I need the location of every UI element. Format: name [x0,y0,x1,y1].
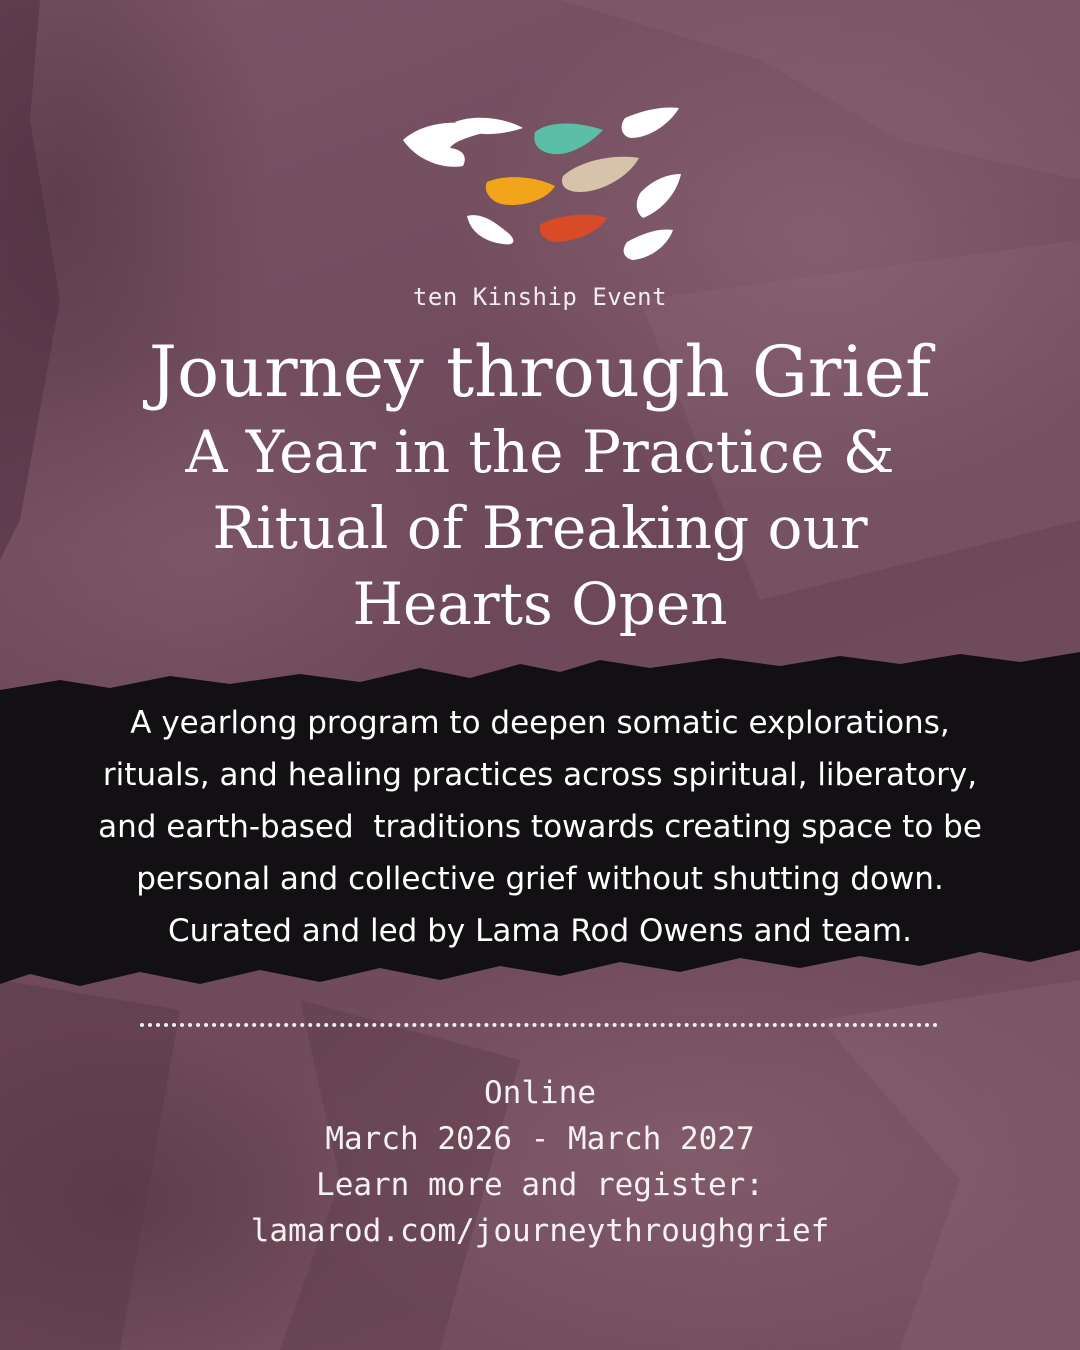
register-cta: Learn more and register: [316,1167,764,1203]
event-info [0,1070,1080,1254]
dotted-divider [140,1023,938,1027]
event-title [0,330,1080,642]
event-format: Online [484,1075,596,1111]
event-description [40,697,1040,957]
description-line: A yearlong program to deepen somatic explorations, [130,705,950,741]
title-main: Journey through Grief [148,331,932,413]
description-line: personal and collective grief without shutting down. [136,861,944,897]
feather-logo-icon [395,100,685,270]
description-line: rituals, and healing practices across spiritual, liberatory, [102,757,978,793]
title-sub-line: A Year in the Practice & [185,418,895,486]
event-eyebrow: ten Kinship Event [412,283,668,311]
description-line: and earth-based traditions towards creating space to be [98,809,982,845]
event-dates: March 2026 - March 2027 [325,1121,755,1157]
register-link[interactable]: lamarod.com/journeythroughgrief [250,1213,830,1249]
title-sub-line: Ritual of Breaking our [212,494,868,562]
description-line: Curated and led by Lama Rod Owens and team. [168,913,912,949]
title-sub-line: Hearts Open [352,570,728,638]
